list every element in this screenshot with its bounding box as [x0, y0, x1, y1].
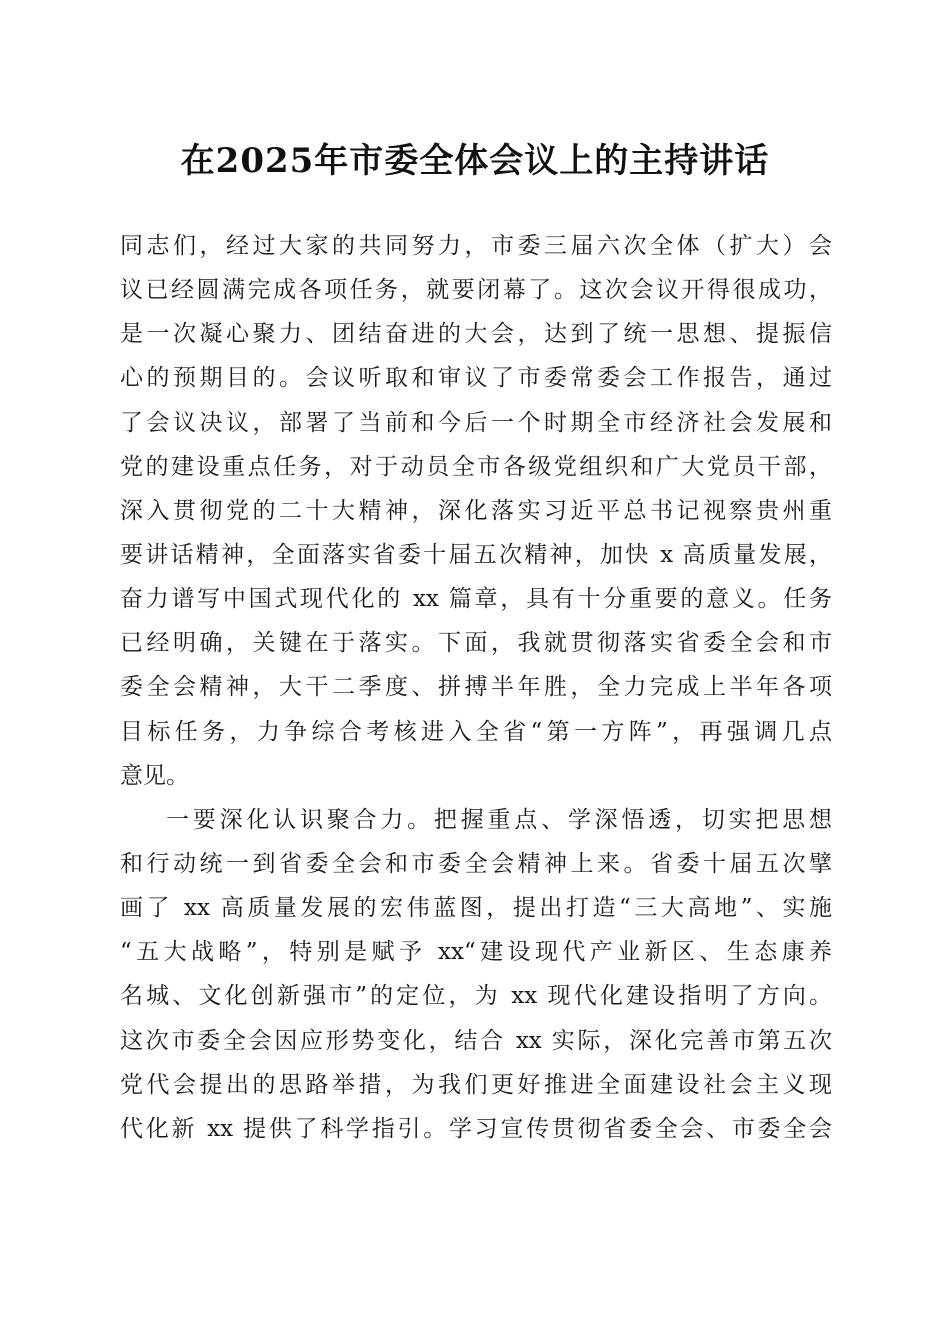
document-title: 在2025年市委全体会议上的主持讲话: [180, 141, 770, 181]
paragraph-line: 要讲话精神，全面落实省委十届五次精神，加快 x 高质量发展，: [120, 541, 832, 568]
paragraph-line: 党代会提出的思路举措，为我们更好推进全面建设社会主义现: [120, 1071, 832, 1098]
paragraph-line: 一要深化认识聚合力。把握重点、学深悟透，切实把思想: [166, 806, 832, 833]
paragraph-line: 党的建设重点任务，对于动员全市各级党组织和广大党员干部，: [120, 453, 832, 480]
paragraph-line: 心的预期目的。会议听取和审议了市委常委会工作报告，通过: [120, 365, 832, 392]
document-body: [120, 224, 832, 1151]
paragraph-line: 议已经圆满完成各项任务，就要闭幕了。这次会议开得很成功，: [120, 277, 832, 304]
paragraph-line: 和行动统一到省委全会和市委全会精神上来。省委十届五次擘: [120, 850, 832, 877]
paragraph-line: 这次市委全会因应形势变化，结合 xx 实际，深化完善市第五次: [120, 1027, 832, 1054]
paragraph-line: 了会议决议，部署了当前和今后一个时期全市经济社会发展和: [120, 409, 832, 436]
paragraph-line: 意见。: [120, 762, 189, 789]
paragraph-line: 已经明确，关键在于落实。下面，我就贯彻落实省委全会和市: [120, 630, 832, 657]
paragraph-line: 画了 xx 高质量发展的宏伟蓝图，提出打造“三大高地”、实施: [120, 895, 832, 922]
paragraph-line: “五大战略”，特别是赋予 xx“建设现代产业新区、生态康养: [120, 939, 832, 966]
paragraph-line: 奋力谱写中国式现代化的 xx 篇章，具有十分重要的意义。任务: [120, 586, 832, 613]
paragraph-line: 同志们，经过大家的共同努力，市委三届六次全体（扩大）会: [120, 233, 832, 259]
paragraph-line: 深入贯彻党的二十大精神，深化落实习近平总书记视察贵州重: [120, 497, 832, 524]
paragraph-line: 代化新 xx 提供了科学指引。学习宣传贯彻省委全会、市委全会: [120, 1115, 832, 1142]
paragraph-line: 委全会精神，大干二季度、拼搏半年胜，全力完成上半年各项: [120, 674, 832, 701]
paragraph-line: 是一次凝心聚力、团结奋进的大会，达到了统一思想、提振信: [120, 321, 832, 348]
paragraph-line: 目标任务，力争综合考核进入全省“第一方阵”，再强调几点: [120, 718, 832, 745]
paragraph-line: 名城、文化创新强市”的定位，为 xx 现代化建设指明了方向。: [120, 983, 832, 1010]
